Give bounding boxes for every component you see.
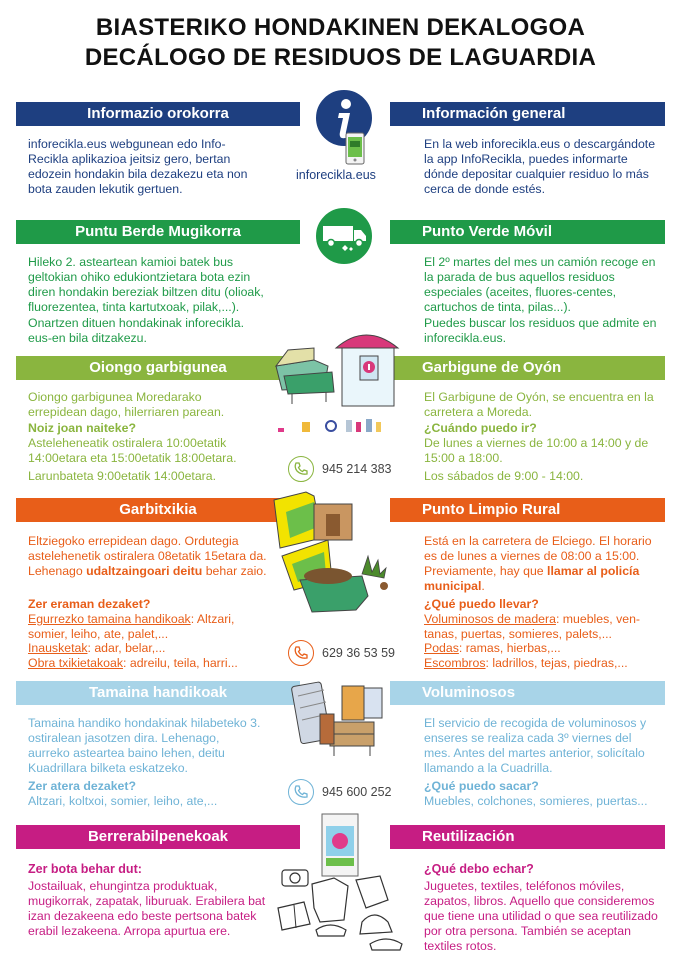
garbitxikia-title-right: Punto Limpio Rural [390, 498, 665, 522]
berrerabil-sub-left: Zer bota behar dut: [28, 862, 142, 876]
garbitxikia-item-right-2: Podas: ramas, hierbas,... [424, 641, 561, 655]
tamaina-items-left: Altzari, koltxoi, somier, leiho, ate,... [28, 794, 218, 808]
garbitxikia-item-right-1: Voluminosos de madera: muebles, ven-tanas, puertas, somieres, palets,... [424, 612, 641, 641]
tamaina-text-right: El servicio de recogida de voluminosos y enseres se realiza cada 3º viernes del mes. Antes del martes anterior, solicítalo llamando a la Cuadrilla. [424, 716, 647, 775]
garbitxikia-item-left-1: Egurrezko tamaina handikoak: Altzari, somier, leiho, ate, palet,... [28, 612, 235, 641]
garbitxikia-phone-number: 629 36 53 59 [322, 646, 395, 660]
oion-text-right: El Garbigune de Oyón, se encuentra en la carretera a Moreda. [424, 390, 654, 419]
garbitxikia-item-left-3: Obra txikietakoak: adreilu, teila, harri... [28, 656, 238, 670]
berrerabil-text-right: Juguetes, textiles, teléfonos móviles, zapatos, libros. Aquello que consideremos que tiene una utilidad o que sea reutilizado por otra persona. También se aceptan textiles rotos. [424, 879, 658, 953]
berrerabil-title-right: Reutilización [390, 825, 665, 849]
smartphone-icon [344, 132, 366, 166]
berrerabil-sub-right: ¿Qué debo echar? [424, 862, 534, 876]
tamaina-title-left: Tamaina handikoak [16, 681, 300, 705]
info-text-left: inforecikla.eus webgunean edo Info-Recikla aplikazioa jeitsiz gero, bertan edozein hondakin bila dezakezu eta non bota zauden lekutik gertuen. [28, 137, 248, 196]
oion-sub-right: ¿Cuándo puedo ir? [424, 421, 537, 435]
garbitxikia-sub-right: ¿Qué puedo llevar? [424, 597, 539, 611]
garbitxikia-sub-left: Zer eraman dezaket? [28, 597, 151, 611]
tamaina-phone-number: 945 600 252 [322, 785, 392, 799]
movil-text-left-1: Hileko 2. asteartean kamioi batek bus geltokian ohiko edukiontzietara bota ezin diren hondakin bereziak biltzen ditu (olioak, fluorezentea, tinta kartutxoak, pilak,...). [28, 255, 264, 314]
tamaina-text-left: Tamaina handiko hondakinak hilabeteko 3. ostiralean jasotzen dira. Lehenago, aurreko asteartea baino lehen, deitu Kuadrillara bilketa eskatzeko. [28, 716, 261, 775]
berrerabil-text-left: Jostailuak, ehungintza produktuak, mugikorrak, zapatak, liburuak. Erabilera bat izan dezakeena edo beste pertsona batek erabil lezakeena. Arropa apurtua ere. [28, 879, 266, 938]
tamaina-sub-right: ¿Qué puedo sacar? [424, 779, 539, 793]
oion-sub-left: Noiz joan naiteke? [28, 421, 136, 435]
oion-hours-left-1: Asteleheneatik ostiralera 10:00etatik 14:00etara eta 15:00etatik 18:00etara. [28, 436, 237, 465]
reuse-items-illustration [270, 812, 416, 962]
bulky-furniture-illustration [290, 678, 400, 764]
page-title-basque: BIASTERIKO HONDAKINEN DEKALOGOA [95, 14, 586, 41]
tamaina-items-right: Muebles, colchones, somieres, puertas... [424, 794, 648, 808]
truck-icon [316, 208, 372, 264]
movil-text-right-2: Puedes buscar los residuos que admite en inforecikla.eus. [424, 316, 657, 345]
garbitxikia-title-left: Garbitxikia [16, 498, 300, 522]
movil-text-left-2: Onartzen dituen hondakinak inforecikla. eus-en bila ditzakezu. [28, 316, 245, 345]
info-title-right: Información general [390, 102, 665, 126]
berrerabil-title-left: Berrerabilpenekoak [16, 825, 300, 849]
garbitxikia-item-left-2: Inausketak: adar, belar,... [28, 641, 166, 655]
inforecikla-label: inforecikla.eus [296, 168, 376, 182]
movil-title-right: Punto Verde Móvil [390, 220, 665, 244]
recycling-point-illustration [274, 326, 406, 438]
garbitxikia-text-right: Está en la carretera de Elciego. El horario es de lunes a viernes de 08:00 a 15:00. Previamente, hay que llamar al policía municipal. [424, 534, 652, 593]
truck-icon-circle [312, 204, 376, 268]
page-title-spanish: DECÁLOGO DE RESIDUOS DE LAGUARDIA [84, 44, 597, 71]
oion-title-right: Garbigune de Oyón [390, 356, 665, 380]
oion-title-left: Oiongo garbigunea [16, 356, 300, 380]
garbitxikia-text-left: Eltziegoko errepidean dago. Ordutegia astelehenetik ostiralera 08etatik 15etara da. Lehenago udaltzaingoari deitu behar zaio. [28, 534, 267, 578]
oion-text-left: Oiongo garbigunea Moredarako errepidean dago, hilerriaren parean. [28, 390, 225, 419]
tamaina-title-right: Voluminosos [390, 681, 665, 705]
tamaina-phone-icon [288, 779, 314, 805]
info-text-right: En la web inforecikla.eus o descargándote la app InfoRecikla, puedes informarte dónde depositar cualquier residuo lo más cerca de donde estés. [424, 137, 656, 196]
oion-hours-left-2: Larunbateta 9:00etatik 14:00etara. [28, 469, 217, 483]
rural-cleanpoint-illustration [266, 490, 406, 624]
movil-text-right-1: El 2º martes del mes un camión recoge en la parada de bus aquellos residuos especiales (aceites, fluores-centes, cartuchos de tinta, pilas...). [424, 255, 656, 314]
garbitxikia-item-right-3: Escombros: ladrillos, tejas, piedras,... [424, 656, 628, 670]
info-title-left: Informazio orokorra [16, 102, 300, 126]
oion-hours-right-2: Los sábados de 9:00 - 14:00. [424, 469, 584, 483]
tamaina-sub-left: Zer atera dezaket? [28, 779, 136, 793]
movil-title-left: Puntu Berde Mugikorra [16, 220, 300, 244]
oion-phone-number: 945 214 383 [322, 462, 392, 476]
oion-phone-icon [288, 456, 314, 482]
garbitxikia-phone-icon [288, 640, 314, 666]
oion-hours-right-1: De lunes a viernes de 10:00 a 14:00 y de 15:00 a 18:00. [424, 436, 649, 465]
